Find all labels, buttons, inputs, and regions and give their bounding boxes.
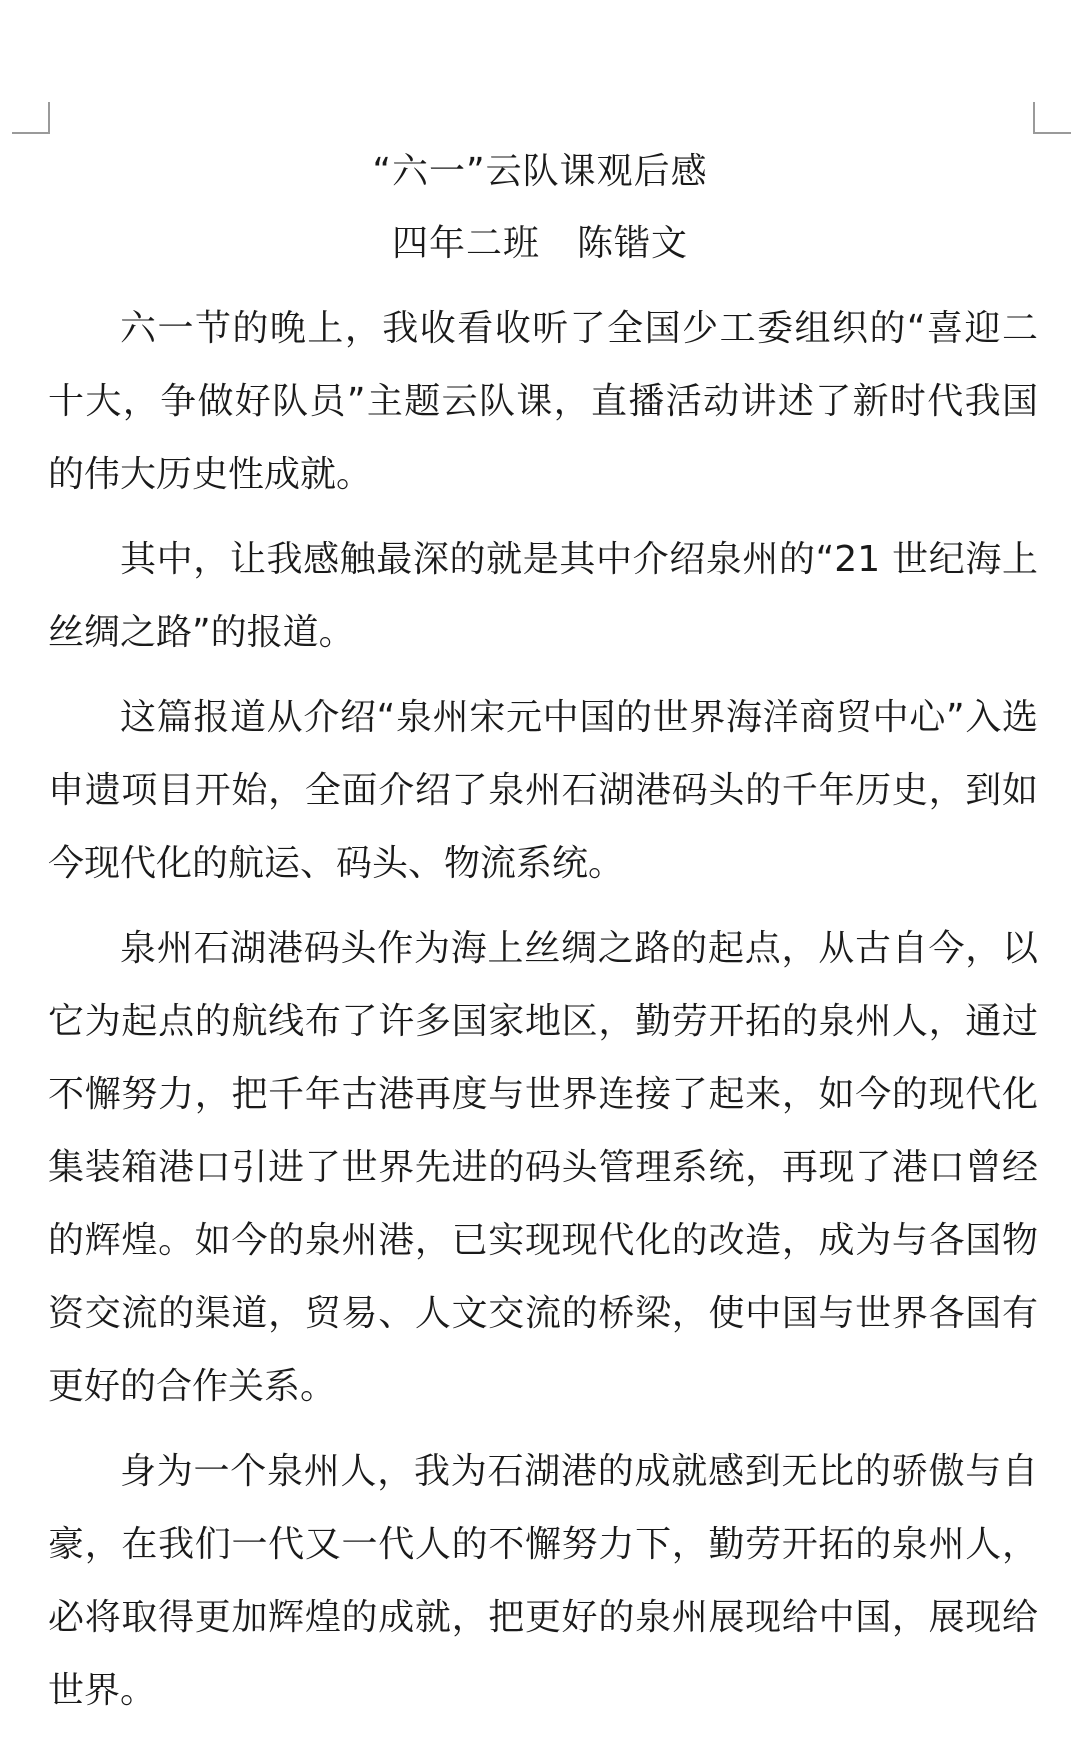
paragraph-3: 这篇报道从介绍“泉州宋元中国的世界海洋商贸中心”入选申遗项目开始，全面介绍了泉州石湖港码头的千年历史，到如今现代化的航运、码头、物流系统。 <box>48 697 1038 884</box>
paragraph-4: 泉州石湖港码头作为海上丝绸之路的起点，从古自今，以它为起点的航线布了许多国家地区，勤劳开拓的泉州人，通过不懈努力，把千年古港再度与世界连接了起来，如今的现代化集装箱港口引进了世界先进的码头管理系统，再现了港口曾经的辉煌。如今的泉州港，已实现现代化的改造，成为与各国物资交流的渠道，贸易、人文交流的桥梁，使中国与世界各国有更好的合作关系。 <box>48 928 1038 1407</box>
document-title: “六一”云队课观后感 <box>372 151 708 192</box>
page-corner-mark-top-left <box>12 102 50 134</box>
author-line: 四年二班 陈锴文 <box>391 223 688 264</box>
paragraph-2: 其中，让我感触最深的就是其中介绍泉州的“21 世纪海上丝绸之路”的报道。 <box>48 539 1038 653</box>
paragraph-5: 身为一个泉州人，我为石湖港的成就感到无比的骄傲与自豪，在我们一代又一代人的不懈努力下，勤劳开拓的泉州人，必将取得更加辉煌的成就，把更好的泉州展现给中国，展现给世界。 <box>48 1451 1038 1711</box>
paragraph-1: 六一节的晚上，我收看收听了全国少工委组织的“喜迎二十大，争做好队员”主题云队课，直播活动讲述了新时代我国的伟大历史性成就。 <box>48 308 1038 495</box>
document-body <box>48 292 1038 1739</box>
page-corner-mark-top-right <box>1033 102 1071 134</box>
